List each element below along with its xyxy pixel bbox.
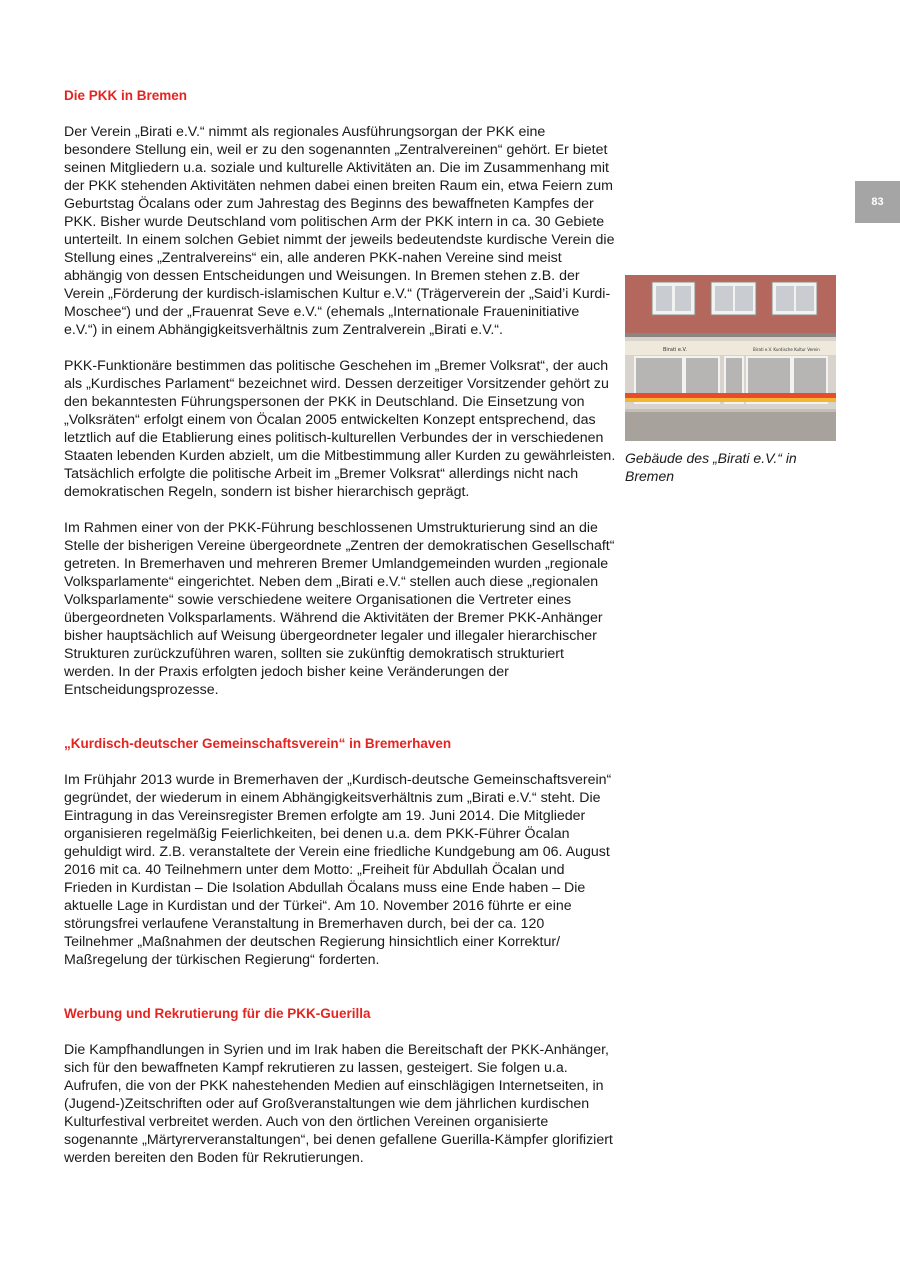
section-heading-werbung: Werbung und Rekrutierung für die PKK-Guerilla <box>64 1006 371 1021</box>
paragraph: PKK-Funktionäre bestimmen das politische Geschehen im „Bremer Volksrat“, der auch als „Kurdisches Parlament“ bezeichnet wird. Dessen derzeitiger Vorsitzender gehört zu den bekanntesten Führungspersonen der PKK in Deutschland. Die Einsetzung von „Volksräten“ erfolgt einem von Öcalan 2005 entwickelten Konzept entsprechend, das letztlich auf die Etablierung eines politisch-kulturellen Verbundes der in verschiedenen Staaten lebenden Kurden abzielt, um die Mitbestimmung aller Kurden zu gewährleisten. Tatsächlich erfolgte die politische Arbeit im „Bremer Volksrat“ allerdings nicht nach demokratischen Regeln, sondern ist bisher hierarchisch geprägt. <box>64 358 616 500</box>
paragraph: Im Frühjahr 2013 wurde in Bremerhaven der „Kurdisch-deutsche Gemeinschaftsverein“ gegründet, der wiederum in einem Abhängigkeitsverhältnis zum „Birati e.V.“ steht. Die Eintragung in das Vereinsregister Bremen erfolgte am 19. Juni 2014. Die Mitglieder organisieren regelmäßig Feierlichkeiten, bei denen u.a. dem PKK-Führer Öcalan gehuldigt wird. Z.B. veranstaltete der Verein eine friedliche Kundgebung am 06. August 2016 mit ca. 40 Teilnehmern unter dem Motto: „Freiheit für Abdullah Öcalan und Frieden in Kurdistan – Die Isolation Abdullah Öcalans muss eine Ende haben – Die aktuelle Lage in Kurdistan und der Türkei“. Am 10. November 2016 führte er eine störungsfrei verlaufene Veranstaltung in Bremerhaven durch, bei der ca. 120 Teilnehmer „Maßnahmen der deutschen Regierung hinsichtlich einer Korrektur/ Maßregelung der türkischen Regierung“ forderten. <box>64 772 612 968</box>
main-content <box>64 87 616 1167</box>
paragraph: Der Verein „Birati e.V.“ nimmt als regionales Ausführungsorgan der PKK eine besondere Stellung ein, weil er zu den sogenannten „Zentralvereinen“ gehört. Er bietet seinen Mitgliedern u.a. soziale und kulturelle Aktivitäten an. Die im Zusammenhang mit der PKK stehenden Aktivitäten nehmen dabei einen breiten Raum ein, etwa Feiern zum Geburtstag Öcalans oder zum Jahrestag des Beginns des bewaffneten Kampfes der PKK. Bisher wurde Deutschland vom politischen Arm der PKK intern in ca. 30 Gebiete unterteilt. In einem solchen Gebiet nimmt der jeweils bedeutendste kurdische Verein die Stellung eines „Zentralvereins“ ein, alle anderen PKK-nahen Vereine sind meist abhängig von dessen Entscheidungen und Weisungen. In Bremen stehen z.B. der Verein „Förderung der kurdisch-islamischen Kultur e.V.“ (Trägerverein der „Said’i Kurdi-Moschee“) und der „Frauenrat Seve e.V.“ (ehemals „Internationale Fraueninitiative e.V.“) in einem Abhängigkeitsverhältnis zum Zentralverein „Birati e.V.“. <box>64 124 615 338</box>
paragraph: Die Kampfhandlungen in Syrien und im Irak haben die Bereitschaft der PKK-Anhänger, sich für den bewaffneten Kampf rekrutieren zu lassen, gesteigert. Sie folgen u.a. Aufrufen, die von der PKK nahestehenden Medien auf einschlägigen Internetseiten, in (Jugend-)Zeitschriften oder auf Großveranstaltungen wie dem jährlichen kurdischen Kulturfestival verbreitet werden. Auch von den örtlichen Vereinen organisierte sogenannte „Märtyrerveranstaltungen“, bei denen gefallene Guerilla-Kämpfer glorifiziert werden bereiten den Boden für Rekrutierungen. <box>64 1042 613 1166</box>
sign-left: Birati e.V. <box>663 347 687 353</box>
page-number: 83 <box>871 196 884 208</box>
paragraph: Im Rahmen einer von der PKK-Führung beschlossenen Umstrukturierung sind an die Stelle der bisherigen Vereine übergeordnete „Zentren der demokratischen Gesellschaft“ getreten. In Bremerhaven und mehreren Bremer Umlandgemeinden wurden „regionale Volksparlamente“ eingerichtet. Neben dem „Birati e.V.“ stellen auch diese „regionalen Volksparlamente“ sowie verschiedene weitere Organisationen die Vertreter eines übergeordneten Volksparlaments. Während die Aktivitäten der Bremer PKK-Anhänger bisher hauptsächlich auf Weisung übergeordneter legaler und illegaler hierarchischer Strukturen zurückzuführen waren, sollten sie zukünftig demokratisch strukturiert werden. In der Praxis erfolgten jedoch bisher keine Veränderungen der Entscheidungsprozesse. <box>64 520 615 698</box>
section-heading-gemeinschaftsverein: „Kurdisch-deutscher Gemeinschaftsverein“ in Bremerhaven <box>64 736 452 751</box>
photo-caption: Gebäude des „Birati e.V.“ in Bremen <box>625 450 797 484</box>
page-number-tab <box>855 181 900 223</box>
section-heading-pkk-bremen: Die PKK in Bremen <box>64 88 188 103</box>
sign-right: Birati e.V. Kurdische Kultur Verein <box>753 347 820 352</box>
building-photo <box>625 275 836 441</box>
